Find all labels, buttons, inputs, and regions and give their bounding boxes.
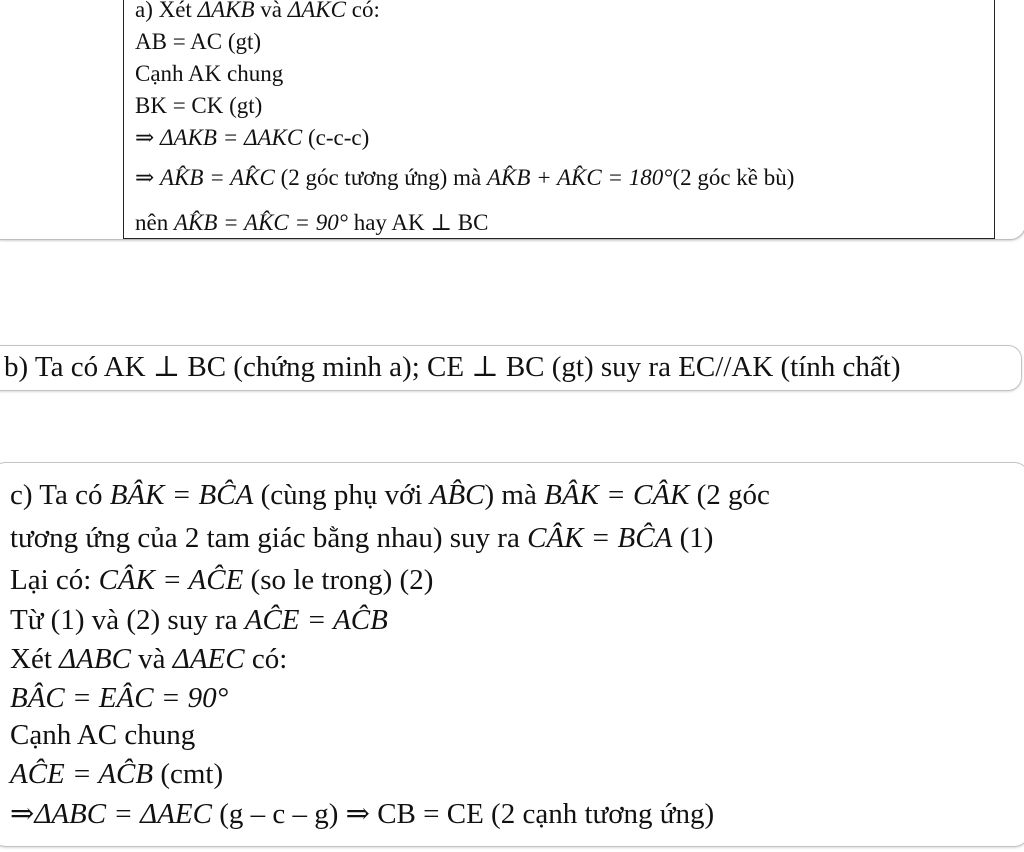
text: nên bbox=[135, 210, 174, 235]
part-c-line-2 bbox=[10, 524, 713, 553]
part-a-line-1 bbox=[135, 0, 380, 21]
text: hay AK ⊥ BC bbox=[347, 210, 489, 235]
text: (cùng phụ với bbox=[253, 479, 430, 511]
math: CÂK = BĈA bbox=[527, 522, 673, 554]
part-c-line-8 bbox=[10, 760, 223, 789]
arrow: ⇒ bbox=[135, 125, 161, 150]
part-b-line: b) Ta có AK ⊥ BC (chứng minh a); CE ⊥ BC (gt) suy ra EC//AK (tính chất) bbox=[4, 351, 901, 383]
math: AK̂B + AK̂C = 180° bbox=[486, 165, 673, 190]
part-a-line-5 bbox=[135, 126, 369, 149]
part-c-line-9 bbox=[10, 800, 714, 829]
text: Xét bbox=[10, 643, 60, 675]
arrow: ⇒ bbox=[135, 165, 161, 190]
text: (1) bbox=[672, 522, 714, 554]
part-c-line-4 bbox=[10, 606, 388, 635]
math: BÂC = EÂC = 90° bbox=[10, 682, 229, 714]
part-c-line-7: Cạnh AC chung bbox=[10, 719, 196, 751]
text: và bbox=[254, 0, 288, 22]
text: a) Xét bbox=[135, 0, 198, 22]
math: AĈE = AĈB bbox=[10, 758, 154, 790]
text: (cmt) bbox=[153, 758, 224, 790]
text: (so le trong) (2) bbox=[243, 564, 434, 596]
math: BÂK = CÂK bbox=[544, 479, 690, 511]
text: Lại có: bbox=[10, 564, 99, 596]
math: ΔAKC bbox=[287, 0, 346, 22]
part-c-line-1 bbox=[10, 481, 770, 510]
part-a-line-3: Cạnh AK chung bbox=[135, 61, 284, 86]
text: (2 góc kề bù) bbox=[672, 165, 795, 190]
text: (c-c-c) bbox=[302, 125, 370, 150]
part-a-line-6 bbox=[135, 166, 794, 189]
part-c-line-6 bbox=[10, 684, 228, 713]
part-a-line-2: AB = AC (gt) bbox=[135, 29, 262, 54]
arrow: ⇒ bbox=[10, 798, 35, 830]
math: ΔAKB bbox=[197, 0, 255, 22]
text: (2 góc tương ứng) mà bbox=[274, 165, 487, 190]
text: có: bbox=[345, 0, 380, 22]
math: AĈE = AĈB bbox=[244, 604, 388, 636]
math: AB̂C bbox=[429, 479, 485, 511]
text: c) Ta có bbox=[10, 479, 110, 511]
math: ΔABC bbox=[59, 643, 131, 675]
math: AK̂B = AK̂C bbox=[160, 165, 275, 190]
math: CÂK = AĈE bbox=[98, 564, 244, 596]
part-c-line-3 bbox=[10, 566, 433, 595]
text: Từ (1) và (2) suy ra bbox=[10, 604, 245, 636]
part-a-line-7 bbox=[135, 211, 488, 234]
text: tương ứng của 2 tam giác bằng nhau) suy ra bbox=[10, 522, 528, 554]
part-a-line-4: BK = CK (gt) bbox=[135, 93, 263, 118]
part-c-line-5 bbox=[10, 645, 287, 674]
text: (2 góc bbox=[689, 479, 770, 511]
text: ) mà bbox=[484, 479, 545, 511]
math: ΔAKB = ΔAKC bbox=[160, 125, 303, 150]
text: (g – c – g) ⇒ CB = CE (2 cạnh tương ứng) bbox=[211, 798, 715, 830]
math: AK̂B = AK̂C = 90° bbox=[173, 210, 348, 235]
math: BÂK = BĈA bbox=[109, 479, 254, 511]
text: có: bbox=[244, 643, 288, 675]
text: và bbox=[130, 643, 173, 675]
math: ΔABC = ΔAEC bbox=[34, 798, 212, 830]
math: ΔAEC bbox=[172, 643, 245, 675]
